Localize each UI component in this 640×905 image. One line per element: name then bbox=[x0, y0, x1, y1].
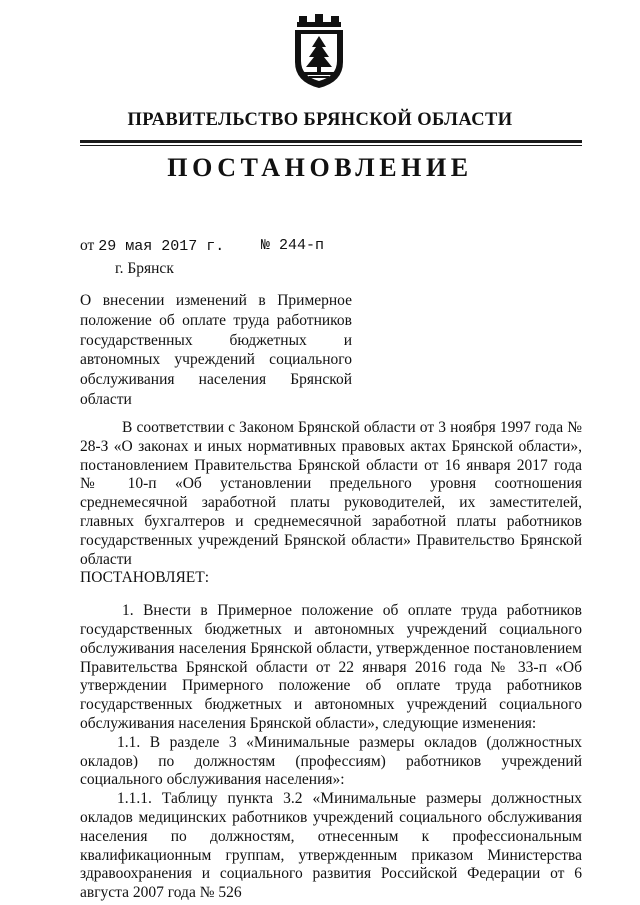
document-number: № 244-п bbox=[261, 237, 325, 254]
document-body bbox=[80, 419, 582, 903]
item-1-1-paragraph: 1.1. В разделе 3 «Минимальные размеры окладов (должностных окладов) по должностям (профессиям) работников учреждений социального обслуживания населения»: bbox=[80, 733, 582, 789]
header-rule-thin bbox=[80, 145, 582, 146]
document-subject: О внесении изменений в Примерное положение об оплате труда работников государственных бюджетных и автономных учреждений социального обслуживания населения Брянской области bbox=[80, 292, 352, 408]
decree-word: ПОСТАНОВЛЯЕТ: bbox=[80, 569, 210, 587]
organization-title: ПРАВИТЕЛЬСТВО БРЯНСКОЙ ОБЛАСТИ bbox=[127, 110, 513, 130]
document-city: г. Брянск bbox=[115, 260, 174, 277]
item-1-1-1-paragraph: 1.1.1. Таблицу пункта 3.2 «Минимальные размеры должностных окладов медицинских работников учреждений социального обслуживания населения по должностям, отнесенным к профессиональным квалификационным группам, утвержденным приказом Министерства здравоохранения и социального развития Российской Федерации от 6 августа 2007 года № 526 bbox=[80, 790, 582, 902]
item-1-paragraph: 1. Внести в Примерное положение об оплате труда работников государственных бюджетных и автономных учреждений социального обслуживания населения Брянской области, утвержденное постановлением Правительства Брянской области от 22 января 2016 года № 33-п «Об утверждении Примерного положение об оплате труда работников государственных бюджетных и автономных учреждений социального обслуживания населения Брянской области», следующие изменения: bbox=[80, 602, 582, 732]
date-line bbox=[80, 236, 224, 256]
preamble-paragraph: В соответствии с Законом Брянской области от 3 ноября 1997 года № 28-З «О законах и иных нормативных правовых актах Брянской области», постановлением Правительства Брянской области от 16 января 2017 года № 10-п «Об установлении предельного уровня соотношения среднемесячной заработной платы руководителей, их заместителей, главных бухгалтеров и среднемесячной заработной платы работников государственных учреждений Брянской области» Правительство Брянской области bbox=[80, 419, 582, 568]
document-date: 29 мая 2017 г. bbox=[98, 238, 225, 255]
document-type-title: ПОСТАНОВЛЕНИЕ bbox=[167, 153, 473, 182]
header-rule-thick bbox=[80, 140, 582, 143]
date-prefix: от bbox=[80, 237, 95, 254]
coat-of-arms-icon bbox=[291, 14, 347, 90]
